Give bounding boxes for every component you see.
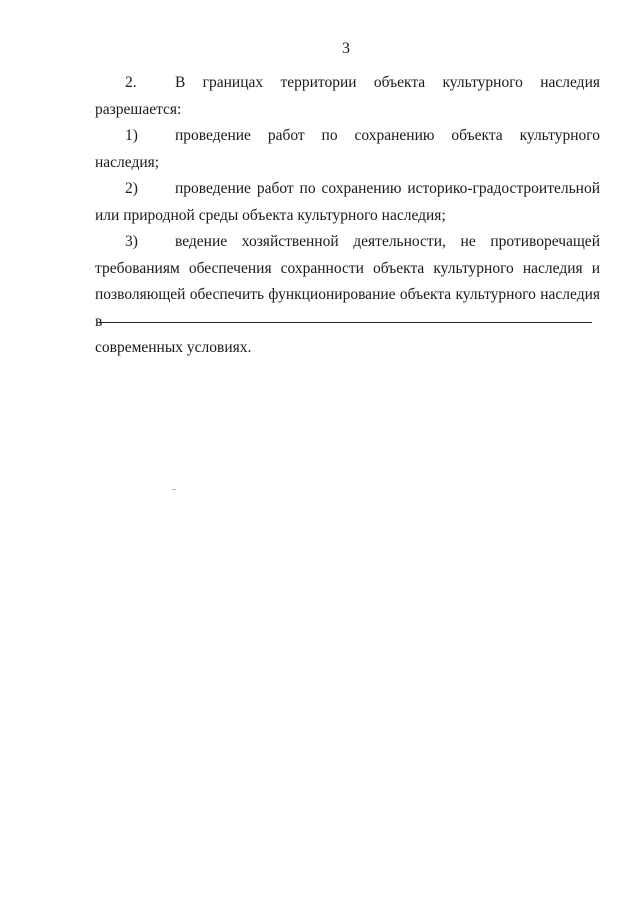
paragraph-text: проведение работ по сохранению историко-градостроительной bbox=[175, 180, 600, 197]
subitem-3 bbox=[95, 229, 600, 362]
scan-speck bbox=[172, 489, 176, 490]
subitem-2-line-1 bbox=[95, 176, 600, 203]
subitem-3-line-2: требованиям обеспечения сохранности объекта культурного наследия и bbox=[95, 259, 600, 277]
subitem-2-line-2: или природной среды объекта культурного наследия; bbox=[95, 206, 446, 224]
paragraph-item-2-line-2: разрешается: bbox=[95, 100, 182, 118]
subitem-3-line-1 bbox=[95, 229, 600, 256]
paragraph-item-2-line-1 bbox=[95, 70, 600, 97]
item-number: 3) bbox=[125, 233, 138, 250]
item-number: 2. bbox=[125, 74, 137, 91]
subitem-3-line-4: современных условиях. bbox=[95, 339, 252, 356]
paragraph-item-2 bbox=[95, 70, 600, 123]
subitem-1-line-1 bbox=[95, 123, 600, 176]
end-of-text-rule bbox=[99, 322, 592, 323]
page-number: 3 bbox=[342, 40, 350, 57]
item-number: 2) bbox=[125, 180, 138, 197]
document-body bbox=[95, 70, 600, 362]
paragraph-text: проведение работ по сохранению объекта культурного наследия; bbox=[95, 127, 600, 171]
subitem-3-line-3: позволяющей обеспечить функционирование объекта культурного наследия в bbox=[95, 286, 600, 330]
subitem-2 bbox=[95, 176, 600, 229]
item-number: 1) bbox=[125, 127, 138, 144]
subitem-1 bbox=[95, 123, 600, 176]
paragraph-text: В границах территории объекта культурного наследия bbox=[175, 74, 600, 91]
paragraph-text: ведение хозяйственной деятельности, не противоречащей bbox=[175, 233, 600, 250]
